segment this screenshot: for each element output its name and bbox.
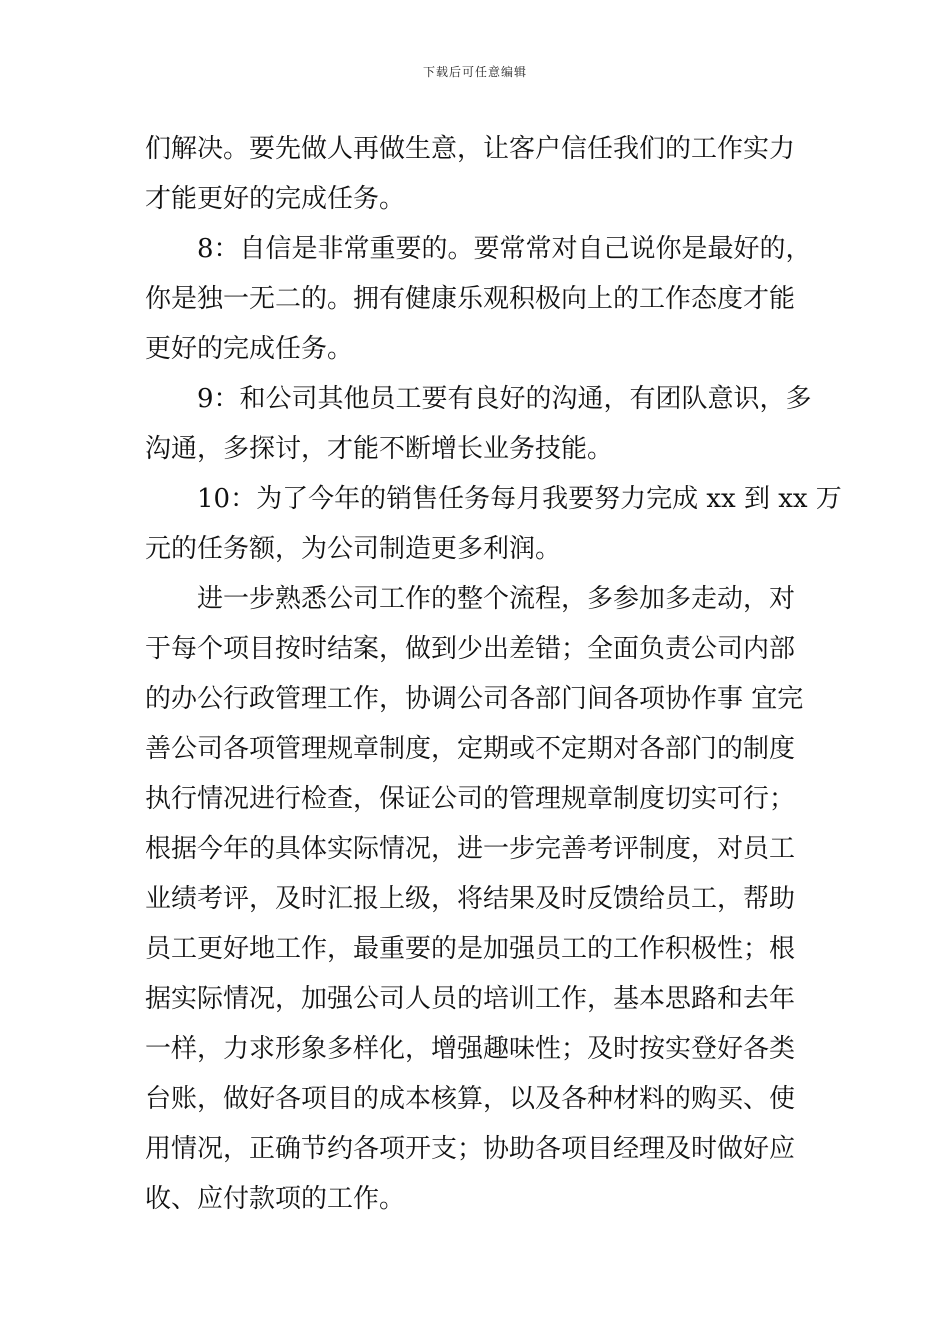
text-line: 元的任务额，为公司制造更多利润。 bbox=[145, 534, 562, 564]
text-line: 执行情况进行检查，保证公司的管理规章制度切实可行； bbox=[145, 784, 796, 814]
text-line: 更好的完成任务。 bbox=[145, 334, 354, 364]
text-line: 台账，做好各项目的成本核算，以及各种材料的购买、使 bbox=[145, 1084, 796, 1114]
text-line: 8：自信是非常重要的。要常常对自己说你是最好的， bbox=[145, 234, 812, 264]
page-header: 下载后可任意编辑 bbox=[422, 65, 527, 79]
text-line: 你是独一无二的。拥有健康乐观积极向上的工作态度才能 bbox=[145, 284, 796, 314]
text-line: 善公司各项管理规章制度，定期或不定期对各部门的制度 bbox=[145, 734, 796, 764]
text-line: 9：和公司其他员工要有良好的沟通，有团队意识，多 bbox=[145, 384, 812, 414]
text-line: 们解决。要先做人再做生意，让客户信任我们的工作实力 bbox=[145, 134, 796, 164]
text-line: 的办公行政管理工作，协调公司各部门间各项协作事 宜完 bbox=[145, 684, 804, 714]
text-line: 进一步熟悉公司工作的整个流程，多参加多走动，对 bbox=[145, 584, 796, 614]
text-line: 据实际情况，加强公司人员的培训工作，基本思路和去年 bbox=[145, 984, 796, 1014]
text-line: 一样，力求形象多样化，增强趣味性；及时按实登好各类 bbox=[145, 1034, 796, 1064]
text-line: 根据今年的具体实际情况，进一步完善考评制度，对员工 bbox=[145, 834, 796, 864]
text-line: 才能更好的完成任务。 bbox=[145, 184, 406, 214]
text-line: 10：为了今年的销售任务每月我要努力完成 xx 到 xx 万 bbox=[145, 484, 842, 514]
text-line: 用情况，正确节约各项开支；协助各项目经理及时做好应 bbox=[145, 1134, 796, 1164]
text-line: 收、应付款项的工作。 bbox=[145, 1184, 406, 1214]
document-body bbox=[145, 124, 842, 1224]
text-line: 沟通，多探讨，才能不断增长业务技能。 bbox=[145, 434, 614, 464]
text-line: 员工更好地工作，最重要的是加强员工的工作积极性；根 bbox=[145, 934, 796, 964]
text-line: 于每个项目按时结案，做到少出差错；全面负责公司内部 bbox=[145, 634, 796, 664]
text-line: 业绩考评，及时汇报上级，将结果及时反馈给员工，帮助 bbox=[145, 884, 796, 914]
